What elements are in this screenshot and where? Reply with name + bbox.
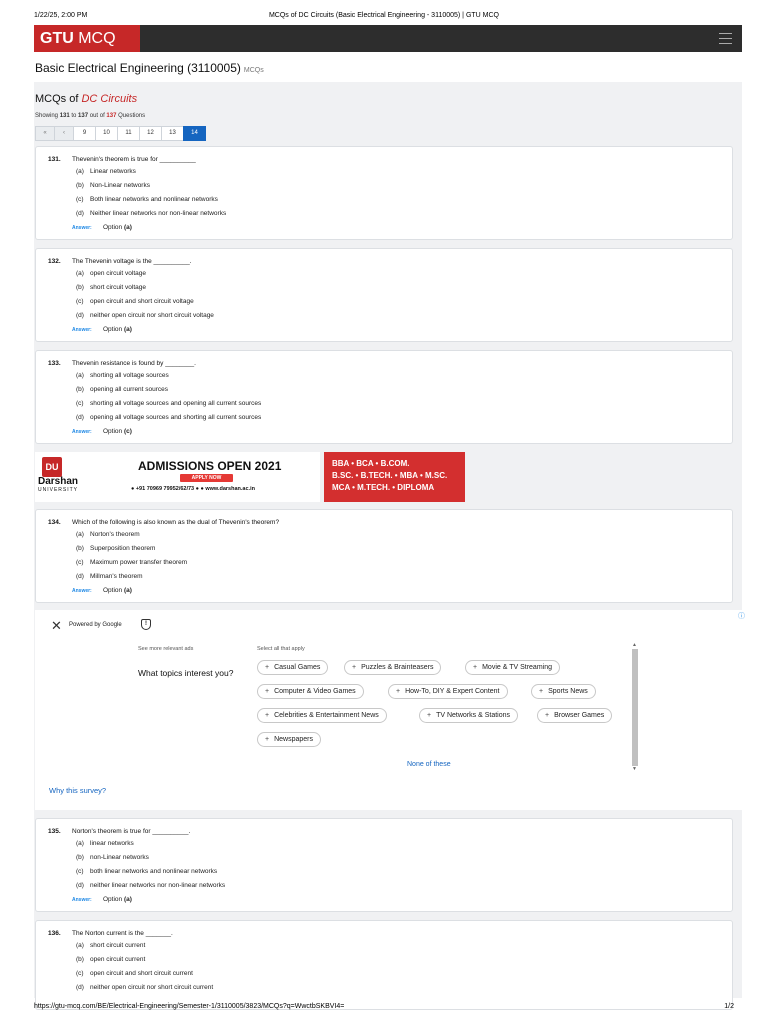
page-link[interactable]: 11 xyxy=(117,126,140,141)
option-text: shorting all voltage sources and opening all current sources xyxy=(90,400,262,407)
question-text xyxy=(48,156,196,163)
question-number: 131. xyxy=(48,156,61,163)
question-card xyxy=(35,350,733,444)
answer-prefix: Option xyxy=(103,428,124,435)
close-icon[interactable]: ✕ xyxy=(51,618,62,633)
answer-option[interactable] xyxy=(76,414,261,421)
option-text: open circuit and short circuit current xyxy=(90,970,193,977)
page-link-active[interactable]: 14 xyxy=(183,126,206,141)
question-card xyxy=(35,920,733,1010)
plus-icon: + xyxy=(473,664,478,671)
question-number: 133. xyxy=(48,360,61,367)
answer-option[interactable] xyxy=(76,573,143,580)
answer-option[interactable] xyxy=(76,210,226,217)
option-key: (a) xyxy=(76,168,84,175)
answer-line xyxy=(72,224,132,231)
question-stem: The Norton current is the _______. xyxy=(72,930,173,937)
plus-icon: + xyxy=(352,664,357,671)
answer-option[interactable] xyxy=(76,400,261,407)
question-stem: The Thevenin voltage is the __________. xyxy=(72,258,192,265)
option-key: (a) xyxy=(76,942,84,949)
scroll-down-icon[interactable]: ▼ xyxy=(632,766,637,772)
question-text xyxy=(48,930,173,937)
shield-icon[interactable]: ! xyxy=(141,619,151,630)
topic-chip[interactable]: + Celebrities & Entertainment News xyxy=(257,708,387,723)
ad-left-panel xyxy=(35,452,320,502)
question-card xyxy=(35,509,733,603)
option-text: open circuit voltage xyxy=(90,270,147,277)
plus-icon: + xyxy=(545,712,550,719)
print-page-number: 1/2 xyxy=(724,1003,734,1010)
why-this-survey-link[interactable]: Why this survey? xyxy=(49,786,107,795)
ad-programs xyxy=(324,452,465,502)
question-text xyxy=(48,828,190,835)
option-key: (c) xyxy=(76,559,84,566)
question-number: 135. xyxy=(48,828,61,835)
answer-label: Answer: xyxy=(72,588,92,594)
option-key: (b) xyxy=(76,386,84,393)
question-number: 134. xyxy=(48,519,61,526)
question-card xyxy=(35,146,733,240)
option-key: (c) xyxy=(76,298,84,305)
survey-question: What topics interest you? xyxy=(138,668,234,678)
showing-count: Showing 131 to 137 out of 137 Questions xyxy=(35,113,146,119)
option-key: (a) xyxy=(76,270,84,277)
answer-label: Answer: xyxy=(72,225,92,231)
answer-option[interactable] xyxy=(76,984,213,991)
see-more-label: See more relevant ads xyxy=(138,646,194,652)
option-key: (a) xyxy=(76,372,84,379)
option-key: (b) xyxy=(76,284,84,291)
answer-option[interactable] xyxy=(76,840,134,847)
university-logo: DU xyxy=(42,457,62,477)
option-text: Norton's theorem xyxy=(90,531,140,538)
topic-chip[interactable]: + How-To, DIY & Expert Content xyxy=(388,684,508,699)
ad-headline: ADMISSIONS OPEN 2021 xyxy=(138,459,282,473)
option-key: (c) xyxy=(76,196,84,203)
option-key: (d) xyxy=(76,984,84,991)
option-text: neither linear networks nor non-linear networks xyxy=(90,882,226,889)
option-key: (d) xyxy=(76,882,84,889)
answer-label: Answer: xyxy=(72,897,92,903)
answer-option[interactable] xyxy=(76,882,225,889)
answer-option[interactable] xyxy=(76,942,145,949)
answer-value: (c) xyxy=(123,428,132,435)
program-line: BBA • BCA • B.COM. xyxy=(332,459,410,468)
option-text: Linear networks xyxy=(90,168,136,175)
answer-option[interactable] xyxy=(76,284,146,291)
page-link[interactable]: 13 xyxy=(161,126,184,141)
topic-chip[interactable]: + Computer & Video Games xyxy=(257,684,364,699)
option-text: open circuit and short circuit voltage xyxy=(90,298,194,305)
question-text xyxy=(48,360,196,367)
apply-now-button[interactable]: APPLY NOW xyxy=(180,474,233,482)
option-key: (c) xyxy=(76,868,84,875)
answer-option[interactable] xyxy=(76,386,168,393)
question-number: 136. xyxy=(48,930,61,937)
option-key: (d) xyxy=(76,414,84,421)
print-footer xyxy=(0,1000,768,1024)
topic-chip[interactable]: + TV Networks & Stations xyxy=(419,708,518,723)
option-text: Millman's theorem xyxy=(90,573,143,580)
topic-chip[interactable]: + Browser Games xyxy=(537,708,612,723)
topic-chip[interactable]: + Casual Games xyxy=(257,660,328,675)
option-text: neither open circuit nor short circuit voltage xyxy=(90,312,214,319)
program-line: MCA • M.TECH. • DIPLOMA xyxy=(332,483,435,492)
answer-option[interactable] xyxy=(76,372,169,379)
option-text: neither open circuit nor short circuit current xyxy=(90,984,214,991)
main-content xyxy=(34,82,745,998)
plus-icon: + xyxy=(539,688,544,695)
question-text xyxy=(48,519,279,526)
plus-icon: + xyxy=(265,712,270,719)
question-stem: Which of the following is also known as the dual of Thevenin's theorem? xyxy=(72,519,280,526)
answer-option[interactable] xyxy=(76,559,187,566)
page-link[interactable]: 10 xyxy=(95,126,118,141)
option-text: Both linear networks and nonlinear networks xyxy=(90,196,218,203)
answer-value: (a) xyxy=(123,587,132,594)
scroll-up-icon[interactable]: ▲ xyxy=(632,642,637,648)
option-text: non-Linear networks xyxy=(90,854,149,861)
answer-value: (a) xyxy=(123,896,132,903)
option-key: (d) xyxy=(76,210,84,217)
answer-option[interactable] xyxy=(76,854,149,861)
question-stem: Norton's theorem is true for __________. xyxy=(72,828,191,835)
plus-icon: + xyxy=(427,712,432,719)
ad-contact: ● +91 70969 79952/62/73 ● ● www.darshan.ac.in xyxy=(131,486,255,492)
first-page-button[interactable]: « xyxy=(35,126,55,141)
plus-icon: + xyxy=(265,688,270,695)
answer-option[interactable] xyxy=(76,868,217,875)
option-key: (d) xyxy=(76,312,84,319)
plus-icon: + xyxy=(265,736,270,743)
option-text: both linear networks and nonlinear networks xyxy=(90,868,218,875)
answer-option[interactable] xyxy=(76,545,155,552)
plus-icon: + xyxy=(265,664,270,671)
page-link[interactable]: 12 xyxy=(139,126,162,141)
answer-line xyxy=(72,587,132,594)
topic-chip[interactable]: + Sports News xyxy=(531,684,596,699)
prev-page-button[interactable]: ‹ xyxy=(54,126,74,141)
info-icon[interactable]: ⓘ xyxy=(738,613,745,620)
answer-prefix: Option xyxy=(103,326,124,333)
answer-option[interactable] xyxy=(76,196,218,203)
print-page-title: MCQs of DC Circuits (Basic Electrical Engineering - 3110005) | GTU MCQ xyxy=(268,12,500,19)
answer-option[interactable] xyxy=(76,312,214,319)
answer-prefix: Option xyxy=(103,224,124,231)
subject-suffix: MCQs xyxy=(243,67,264,74)
topic-chip[interactable]: + Newspapers xyxy=(257,732,321,747)
select-all-label: Select all that apply xyxy=(257,646,305,652)
option-text: short circuit current xyxy=(90,942,146,949)
answer-value: (a) xyxy=(123,224,132,231)
page-link[interactable]: 9 xyxy=(73,126,96,141)
answer-option[interactable] xyxy=(76,270,146,277)
print-url: https://gtu-mcq.com/BE/Electrical-Engineering/Semester-1/3110005/3823/MCQs?q=WwctbSKBVI4= xyxy=(34,1003,345,1010)
answer-prefix: Option xyxy=(103,587,124,594)
option-key: (c) xyxy=(76,400,84,407)
question-card xyxy=(35,248,733,342)
brand-rest: MCQ xyxy=(73,30,116,47)
question-number: 132. xyxy=(48,258,61,265)
answer-prefix: Option xyxy=(103,896,124,903)
survey-scrollbar[interactable] xyxy=(631,644,639,772)
site-logo[interactable] xyxy=(34,25,140,52)
university-name: Darshan UNIVERSITY xyxy=(38,476,79,493)
brand-bold: GTU xyxy=(40,30,74,47)
option-text: Maximum power transfer theorem xyxy=(90,559,188,566)
option-text: Non-Linear networks xyxy=(90,182,150,189)
option-key: (b) xyxy=(76,956,84,963)
option-text: shorting all voltage sources xyxy=(90,372,169,379)
option-key: (a) xyxy=(76,531,84,538)
answer-option[interactable] xyxy=(76,298,194,305)
plus-icon: + xyxy=(396,688,401,695)
powered-by-google: Powered by Google xyxy=(69,622,122,628)
answer-value: (a) xyxy=(123,326,132,333)
print-datetime: 1/22/25, 2:00 PM xyxy=(34,12,88,19)
option-text: opening all voltage sources and shorting all current sources xyxy=(90,414,262,421)
program-line: B.SC. • B.TECH. • MBA • M.SC. xyxy=(332,471,448,480)
scroll-thumb[interactable] xyxy=(632,649,638,766)
question-text xyxy=(48,258,192,265)
answer-line xyxy=(72,428,132,435)
google-survey xyxy=(35,610,743,810)
option-text: Superposition theorem xyxy=(90,545,156,552)
none-of-these-link[interactable]: None of these xyxy=(407,761,451,768)
answer-option[interactable] xyxy=(76,956,145,963)
answer-line xyxy=(72,326,132,333)
pagination xyxy=(35,126,205,141)
option-key: (b) xyxy=(76,182,84,189)
page-title xyxy=(35,61,264,75)
answer-line xyxy=(72,896,132,903)
print-header xyxy=(0,0,768,22)
question-stem: Thevenin's theorem is true for __________ xyxy=(72,156,196,163)
top-navbar xyxy=(34,25,742,52)
option-text: Neither linear networks nor non-linear networks xyxy=(90,210,227,217)
option-key: (b) xyxy=(76,545,84,552)
answer-label: Answer: xyxy=(72,429,92,435)
section-title xyxy=(35,93,137,105)
question-card xyxy=(35,818,733,912)
hamburger-icon[interactable] xyxy=(719,33,732,44)
topic-chip[interactable]: + Movie & TV Streaming xyxy=(465,660,560,675)
question-stem: Thevenin resistance is found by ________. xyxy=(72,360,196,367)
option-key: (d) xyxy=(76,573,84,580)
option-key: (b) xyxy=(76,854,84,861)
answer-option[interactable] xyxy=(76,182,150,189)
answer-option[interactable] xyxy=(76,970,193,977)
ad-banner[interactable] xyxy=(35,452,465,502)
answer-label: Answer: xyxy=(72,327,92,333)
option-text: linear networks xyxy=(90,840,134,847)
answer-option[interactable] xyxy=(76,531,140,538)
subject-title: Basic Electrical Engineering (3110005) xyxy=(35,61,241,75)
answer-option[interactable] xyxy=(76,168,136,175)
topic-chip[interactable]: + Puzzles & Brainteasers xyxy=(344,660,441,675)
section-prefix: MCQs of xyxy=(35,93,82,105)
section-topic: DC Circuits xyxy=(81,93,138,105)
option-text: opening all current sources xyxy=(90,386,169,393)
option-key: (c) xyxy=(76,970,84,977)
subject-header xyxy=(34,52,742,82)
option-text: short circuit voltage xyxy=(90,284,146,291)
option-text: open circuit current xyxy=(90,956,146,963)
option-key: (a) xyxy=(76,840,84,847)
